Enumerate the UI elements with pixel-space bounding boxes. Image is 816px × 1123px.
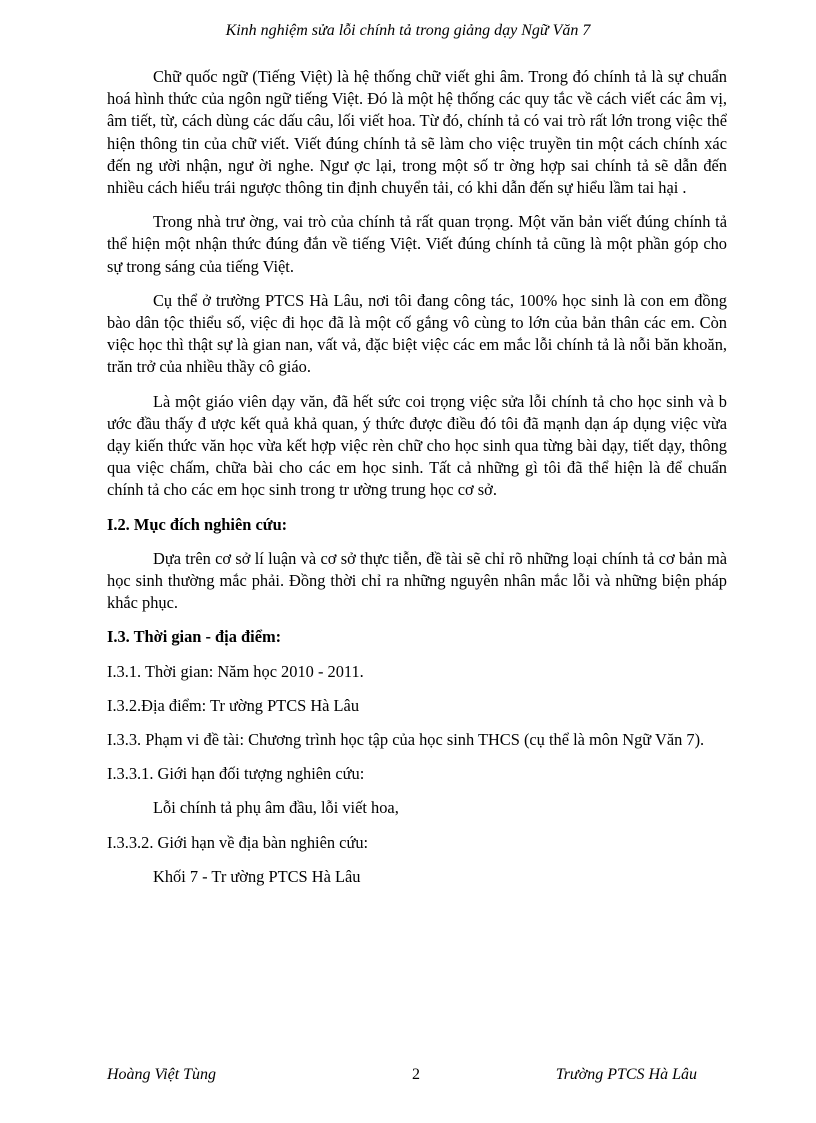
footer-school: Trường PTCS Hà Lâu bbox=[555, 1066, 697, 1083]
heading-time-place: I.3. Thời gian - địa điểm: bbox=[107, 627, 282, 647]
paragraph-purpose: Dựa trên cơ sở lí luận và cơ sở thực tiễn, đề tài sẽ chỉ rõ những loại chính tả cơ bản mà học sinh thường mắc phải. Đồng thời chỉ ra những nguyên nhân mắc lỗi và những biện pháp khắc phục. bbox=[107, 548, 727, 613]
paragraph-context: Cụ thể ở trường PTCS Hà Lâu, nơi tôi đang công tác, 100% học sinh là con em đồng bào dân tộc thiểu số, việc đi học đã là một cố gắng vô cùng to lớn của bản thân các em. Còn việc học thì thật sự là gian nan, vất vả, đặc biệt việc các em mắc lỗi chính tả là nỗi băn khoăn, trăn trở của nhiều thầy cô giáo. bbox=[107, 290, 727, 377]
page-header-title: Kinh nghiệm sửa lỗi chính tả trong giảng dạy Ngữ Văn 7 bbox=[225, 22, 591, 39]
item-time: I.3.1. Thời gian: Năm học 2010 - 2011. bbox=[107, 661, 364, 681]
item-subject-limit: I.3.3.1. Giới hạn đối tượng nghiên cứu: bbox=[107, 764, 365, 784]
heading-purpose: I.2. Mục đích nghiên cứu: bbox=[107, 514, 288, 534]
item-scope: I.3.3. Phạm vi đề tài: Chương trình học tập của học sinh THCS (cụ thể là môn Ngữ Văn 7). bbox=[107, 730, 705, 750]
footer-author: Hoàng Việt Tùng bbox=[107, 1066, 217, 1083]
item-area-limit: I.3.3.2. Giới hạn về địa bàn nghiên cứu: bbox=[107, 832, 369, 852]
document-body bbox=[107, 66, 727, 888]
item-subject-limit-value: Lỗi chính tả phụ âm đầu, lỗi viết hoa, bbox=[153, 798, 399, 818]
item-area-limit-value: Khối 7 - Tr ường PTCS Hà Lâu bbox=[153, 866, 361, 886]
page-number: 2 bbox=[412, 1066, 420, 1083]
paragraph-school-role: Trong nhà trư ờng, vai trò của chính tả rất quan trọng. Một văn bản viết đúng chính tả thể hiện một nhận thức đúng đắn về tiếng Việt. Viết đúng chính tả cũng là một phần góp cho sự trong sáng của tiếng Việt. bbox=[107, 212, 727, 276]
paragraph-teacher: Là một giáo viên dạy văn, đã hết sức coi trọng việc sửa lỗi chính tả cho học sinh và b ước đầu thấy đ ược kết quả khả quan, ý thức được điều đó tôi đã mạnh dạn áp dụng việc vừa dạy kiến thức văn học vừa kết hợp việc rèn chữ cho học sinh qua từng bài dạy, tiết dạy, thông qua việc chấm, chữa bài cho các em học sinh. Tất cả những gì tôi đã thể hiện là để chuẩn chính tả cho các em học sinh trong tr ường trung học cơ sở. bbox=[107, 391, 727, 500]
item-place: I.3.2.Địa điểm: Tr ường PTCS Hà Lâu bbox=[107, 695, 360, 715]
paragraph-intro: Chữ quốc ngữ (Tiếng Việt) là hệ thống chữ viết ghi âm. Trong đó chính tả là sự chuẩn hoá hình thức của ngôn ngữ tiếng Việt. Đó là một hệ thống các quy tắc về cách viết các âm vị, âm tiết, từ, cách dùng các dấu câu, lối viết hoa. Từ đó, chính tả có vai trò rất lớn trong việc thể hiện thông tin của chữ viết. Viết đúng chính tả sẽ làm cho việc truyền tin một cách chính xác đến ng ười nhận, ngư ời nghe. Ngư ợc lại, trong một số tr ờng hợp sai chính tả sẽ dẫn đến nhiều cách hiểu trái ngược thông tin định chuyển tải, có khi dẫn đến sự hiểu lầm tai hại . bbox=[107, 67, 727, 198]
